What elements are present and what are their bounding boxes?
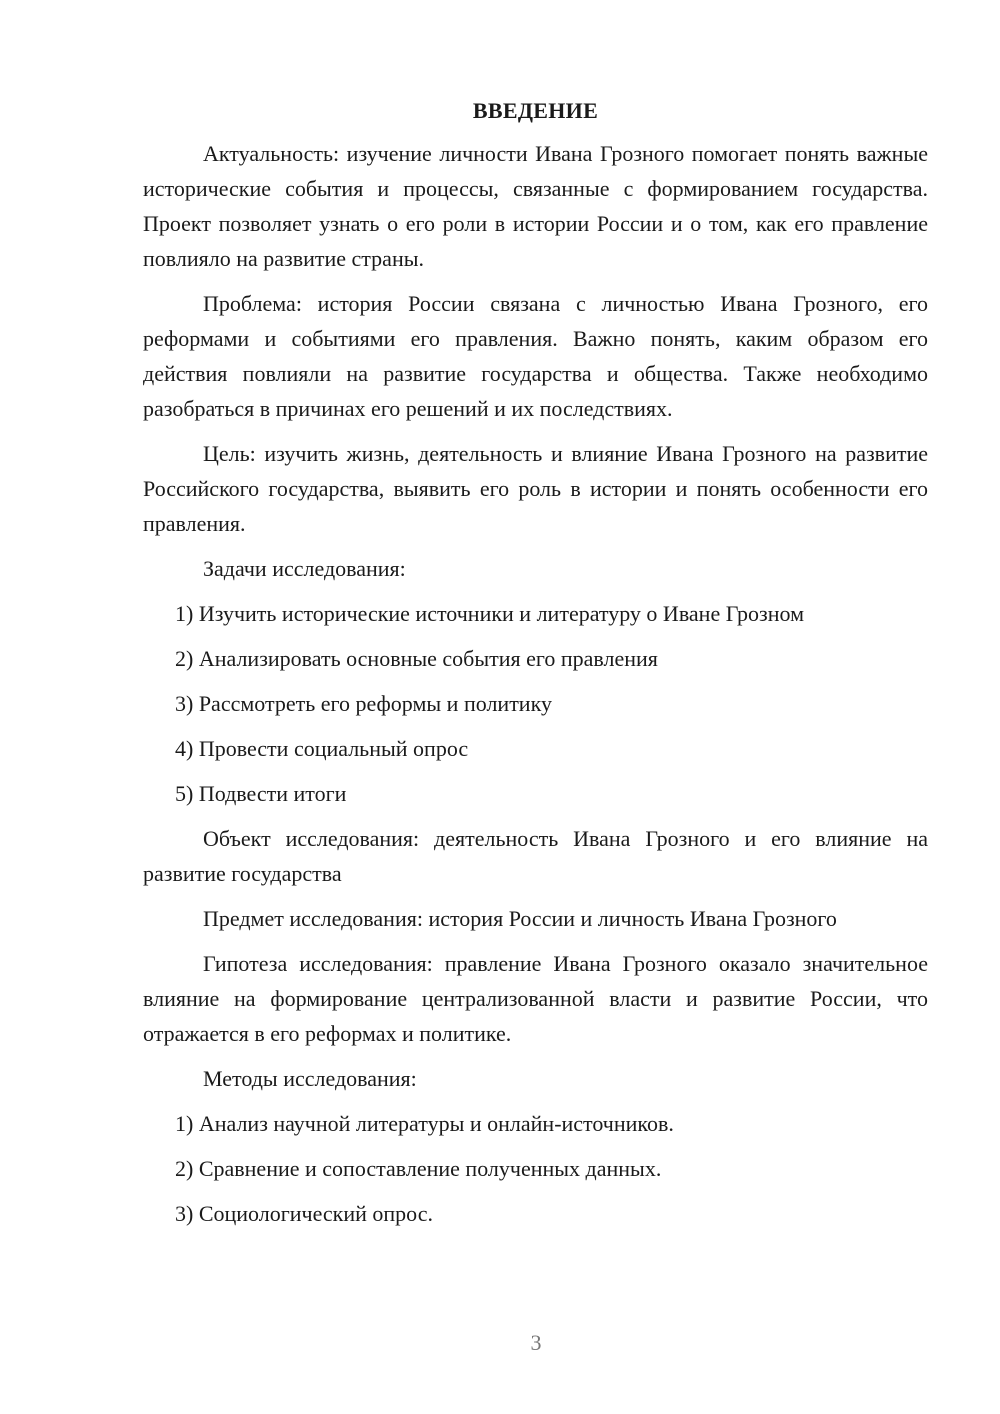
- task-item: 1) Изучить исторические источники и литературу о Иване Грозном: [175, 601, 805, 626]
- task-item: 4) Провести социальный опрос: [175, 736, 469, 761]
- method-item: 2) Сравнение и сопоставление полученных данных.: [175, 1156, 662, 1181]
- problem-paragraph: Проблема: история России связана с личностью Ивана Грозного, его реформами и событиями его правления. Важно понять, каким образом его действия повлияли на развитие государства и общества. Также необходимо разобраться в причинах его решений и их последствиях.: [143, 291, 928, 421]
- method-item: 3) Социологический опрос.: [175, 1201, 433, 1226]
- tasks-list: [143, 596, 928, 811]
- page-title: ВВЕДЕНИЕ: [472, 98, 599, 123]
- page-number: 3: [530, 1330, 542, 1355]
- tasks-heading: Задачи исследования:: [203, 556, 406, 581]
- methods-list: [143, 1106, 928, 1231]
- relevance-paragraph: Актуальность: изучение личности Ивана Грозного помогает понять важные исторические события и процессы, связанные с формированием государства. Проект позволяет узнать о его роли в истории России и о том, как его правление повлияло на развитие страны.: [143, 141, 928, 271]
- document-page: [143, 96, 928, 1241]
- methods-heading: Методы исследования:: [203, 1066, 417, 1091]
- hypothesis-paragraph: Гипотеза исследования: правление Ивана Грозного оказало значительное влияние на формирование централизованной власти и развитие России, что отражается в его реформах и политике.: [143, 951, 928, 1046]
- object-paragraph: Объект исследования: деятельность Ивана Грозного и его влияние на развитие государства: [143, 826, 928, 886]
- subject-paragraph: Предмет исследования: история России и личность Ивана Грозного: [203, 906, 837, 931]
- task-item: 3) Рассмотреть его реформы и политику: [175, 691, 552, 716]
- goal-paragraph: Цель: изучить жизнь, деятельность и влияние Ивана Грозного на развитие Российского государства, выявить его роль в истории и понять особенности его правления.: [143, 441, 928, 536]
- method-item: 1) Анализ научной литературы и онлайн-источников.: [175, 1111, 674, 1136]
- task-item: 5) Подвести итоги: [175, 781, 347, 806]
- task-item: 2) Анализировать основные события его правления: [175, 646, 658, 671]
